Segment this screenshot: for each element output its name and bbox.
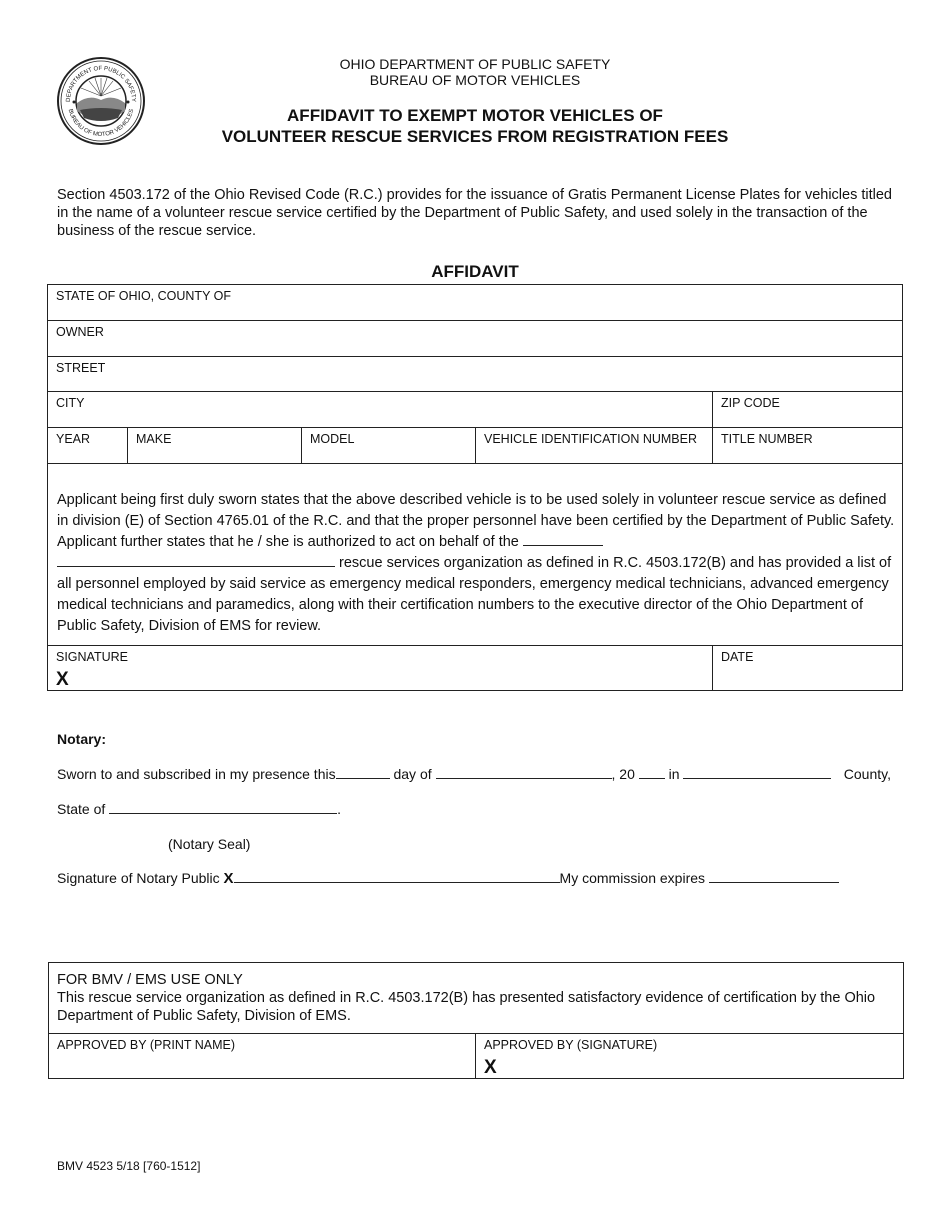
state-of-text: State of <box>57 801 106 817</box>
vin-field[interactable] <box>475 428 713 463</box>
in-text: in <box>668 766 680 782</box>
approved-signature-field[interactable] <box>475 1034 904 1078</box>
organization-blank-2[interactable] <box>57 554 335 567</box>
county-label: STATE OF OHIO, COUNTY OF <box>56 289 232 303</box>
notary-seal-label: (Notary Seal) <box>168 836 251 852</box>
approved-x-mark: X <box>484 1057 497 1078</box>
make-label: MAKE <box>136 432 172 446</box>
notary-signature-label: Signature of Notary Public <box>57 870 220 886</box>
city-field[interactable] <box>48 392 712 427</box>
statement-part2: rescue services organization as defined in R.C. 4503.172(B) and has provided a list of all personnel employed by said service as emergency medical responders, emergency medical technicians, advanced emergency medical technicians and paramedics, along with their certification numbers to the executive director of the Ohio Department of Public Safety, Division of EMS for review. <box>57 555 892 634</box>
model-label: MODEL <box>310 432 355 446</box>
owner-field[interactable] <box>48 321 902 356</box>
affidavit-heading: AFFIDAVIT <box>431 262 519 281</box>
notary-sworn-line <box>57 766 897 782</box>
form-title <box>0 105 950 147</box>
form-title-line2: VOLUNTEER RESCUE SERVICES FROM REGISTRATION FEES <box>221 127 729 146</box>
state-period: . <box>337 801 342 817</box>
form-title-line1: AFFIDAVIT TO EXEMPT MOTOR VEHICLES OF <box>287 106 663 125</box>
signature-x-mark: X <box>56 669 69 690</box>
sworn-text: Sworn to and subscribed in my presence this <box>57 766 336 782</box>
seal-top-text: DEPARTMENT OF PUBLIC SAFETY <box>65 65 137 103</box>
zip-label: ZIP CODE <box>721 396 780 410</box>
year-label: YEAR <box>56 432 91 446</box>
department-line2: BUREAU OF MOTOR VEHICLES <box>369 72 581 88</box>
date-field[interactable] <box>712 646 903 690</box>
county-blank[interactable] <box>683 766 831 779</box>
zip-field[interactable] <box>713 392 902 427</box>
title-number-field[interactable] <box>713 428 902 463</box>
form-number: BMV 4523 5/18 [760-1512] <box>57 1159 201 1173</box>
year-blank[interactable] <box>639 766 665 779</box>
day-of-text: day of <box>393 766 432 782</box>
street-label: STREET <box>56 361 106 375</box>
seal-bottom-text: BUREAU OF MOTOR VEHICLES <box>66 108 136 139</box>
notary-x-mark: X <box>223 870 234 887</box>
model-field[interactable] <box>301 428 476 463</box>
affidavit-statement <box>57 490 897 637</box>
commission-label: My commission expires <box>559 870 706 886</box>
approved-print-field[interactable] <box>49 1034 475 1078</box>
state-blank[interactable] <box>109 801 337 814</box>
bmv-use-heading: FOR BMV / EMS USE ONLY <box>57 972 243 988</box>
county-text: County, <box>843 766 891 782</box>
statement-part1: Applicant being first duly sworn states that the above described vehicle is to be used solely in volunteer rescue service as defined in division (E) of Section 4765.01 of the R.C. and that the proper personnel have been certified by the Department of Public Safety. Applicant further states that he / she is authorized to act on behalf of the <box>57 492 895 550</box>
approved-signature-label: APPROVED BY (SIGNATURE) <box>484 1038 658 1052</box>
street-field[interactable] <box>48 357 902 391</box>
notary-heading: Notary: <box>57 731 107 747</box>
approved-print-label: APPROVED BY (PRINT NAME) <box>57 1038 236 1052</box>
vin-label: VEHICLE IDENTIFICATION NUMBER <box>484 432 697 446</box>
department-line1: OHIO DEPARTMENT OF PUBLIC SAFETY <box>339 56 611 72</box>
title-number-label: TITLE NUMBER <box>721 432 813 446</box>
department-heading <box>0 56 950 88</box>
commission-blank[interactable] <box>709 870 839 883</box>
notary-signature-blank[interactable] <box>234 870 560 883</box>
bmv-use-text-block <box>57 971 887 1025</box>
year-field[interactable] <box>48 428 127 463</box>
organization-blank-1[interactable] <box>523 533 603 546</box>
county-field[interactable] <box>48 285 902 320</box>
notary-signature-line <box>57 870 847 887</box>
notary-state-line <box>57 801 341 817</box>
city-label: CITY <box>56 396 85 410</box>
make-field[interactable] <box>127 428 302 463</box>
year-prefix-text: , 20 <box>611 766 635 782</box>
date-label: DATE <box>721 650 754 664</box>
signature-field[interactable] <box>48 646 712 690</box>
bmv-use-text: This rescue service organization as defined in R.C. 4503.172(B) has presented satisfactory evidence of certification by the Ohio Department of Public Safety, Division of EMS. <box>57 990 876 1024</box>
day-blank[interactable] <box>336 766 390 779</box>
signature-label: SIGNATURE <box>56 650 128 664</box>
intro-paragraph: Section 4503.172 of the Ohio Revised Code (R.C.) provides for the issuance of Gratis Permanent License Plates for vehicles titled in the name of a volunteer rescue service certified by the Department of Public Safety, and used solely in the transaction of the business of the rescue service. <box>57 187 892 239</box>
owner-label: OWNER <box>56 325 104 339</box>
month-blank[interactable] <box>436 766 612 779</box>
bmv-use-box <box>48 962 904 1079</box>
